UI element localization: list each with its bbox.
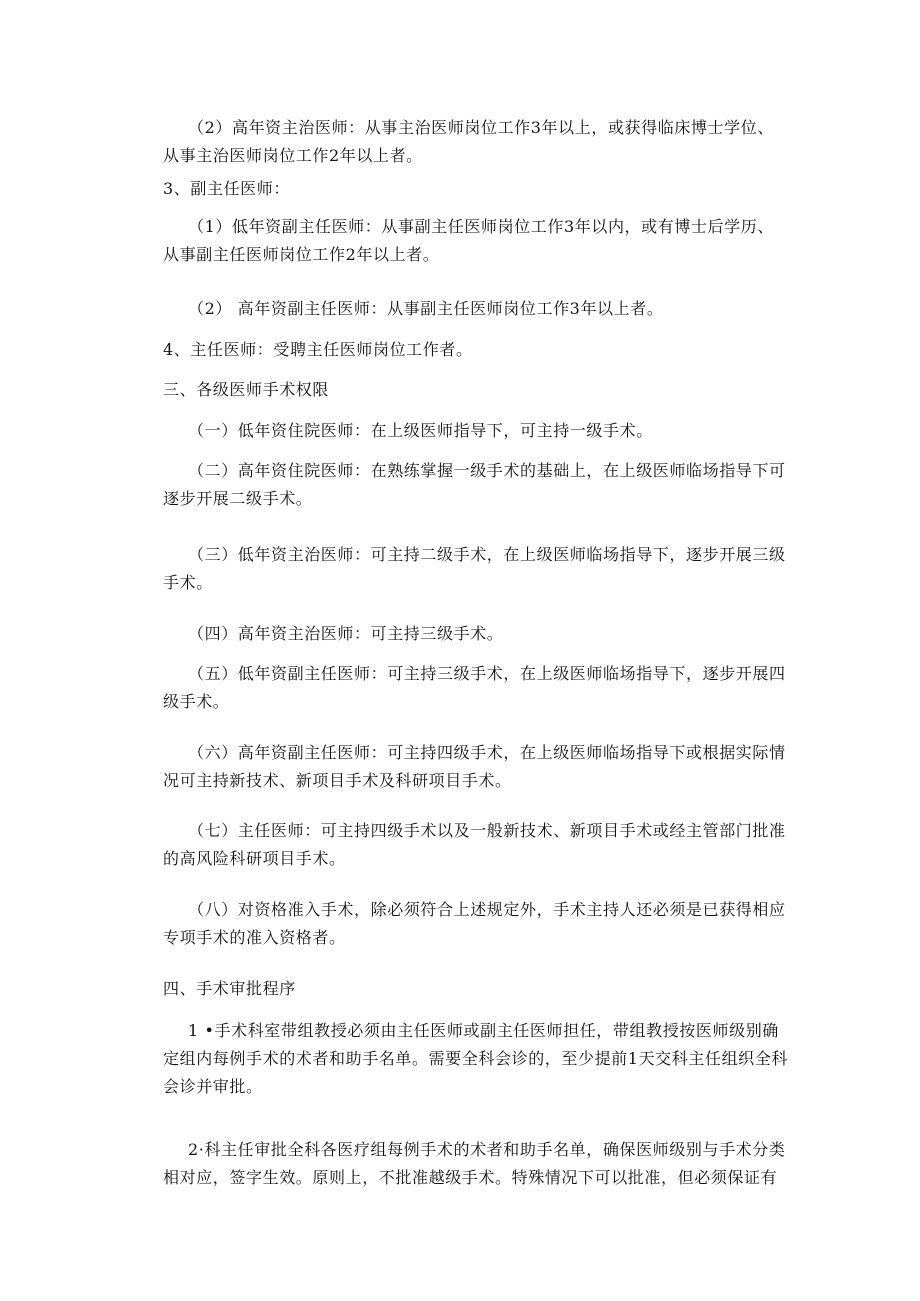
heading-approval-procedure: 四、手术审批程序 bbox=[163, 979, 296, 998]
paragraph-procedure-1: 1 •手术科室带组教授必须由主任医师或副主任医师担任，带组教授按医师级别确定组内每例手术的术者和助手名单。需要全科会诊的，至少提前1天交科主任组织全科会诊并审批。 bbox=[163, 1021, 788, 1096]
heading-surgery-authority: 三、各级医师手术权限 bbox=[163, 380, 330, 399]
heading-deputy-chief: 3、副主任医师： bbox=[163, 179, 290, 198]
paragraph-authority-7: （七）主任医师：可主持四级手术以及一般新技术、新项目手术或经主管部门批准的高风险科研项目手术。 bbox=[163, 821, 786, 868]
paragraph-authority-8: （八）对资格准入手术，除必须符合上述规定外，手术主持人还必须是已获得相应专项手术的准入资格者。 bbox=[163, 900, 786, 947]
paragraph-authority-4: （四）高年资主治医师：可主持三级手术。 bbox=[188, 624, 504, 643]
paragraph-junior-deputy-chief: （1）低年资副主任医师：从事副主任医师岗位工作3年以内，或有博士后学历、从事副主任医师岗位工作2年以上者。 bbox=[163, 217, 774, 264]
paragraph-chief-physician: 4、主任医师：受聘主任医师岗位工作者。 bbox=[163, 340, 473, 359]
paragraph-senior-attending: （2）高年资主治医师：从事主治医师岗位工作3年以上，或获得临床博士学位、从事主治医师岗位工作2年以上者。 bbox=[163, 118, 774, 165]
paragraph-authority-5: （五）低年资副主任医师：可主持三级手术，在上级医师临场指导下，逐步开展四级手术。 bbox=[163, 664, 786, 711]
paragraph-procedure-2: 2·科主任审批全科各医疗组每例手术的术者和助手名单，确保医师级别与手术分类相对应，签字生效。原则上，不批准越级手术。特殊情况下可以批准，但必须保证有 bbox=[163, 1140, 786, 1187]
paragraph-authority-2: （二）高年资住院医师：在熟练掌握一级手术的基础上，在上级医师临场指导下可逐步开展二级手术。 bbox=[163, 461, 786, 508]
paragraph-authority-1: （一）低年资住院医师：在上级医师指导下，可主持一级手术。 bbox=[188, 421, 653, 440]
paragraph-authority-6: （六）高年资副主任医师：可主持四级手术，在上级医师临场指导下或根据实际情况可主持新技术、新项目手术及科研项目手术。 bbox=[163, 743, 786, 790]
paragraph-authority-3: （三）低年资主治医师：可主持二级手术，在上级医师临场指导下，逐步开展三级手术。 bbox=[163, 545, 786, 592]
paragraph-senior-deputy-chief: （2） 高年资副主任医师：从事副主任医师岗位工作3年以上者。 bbox=[188, 299, 664, 318]
